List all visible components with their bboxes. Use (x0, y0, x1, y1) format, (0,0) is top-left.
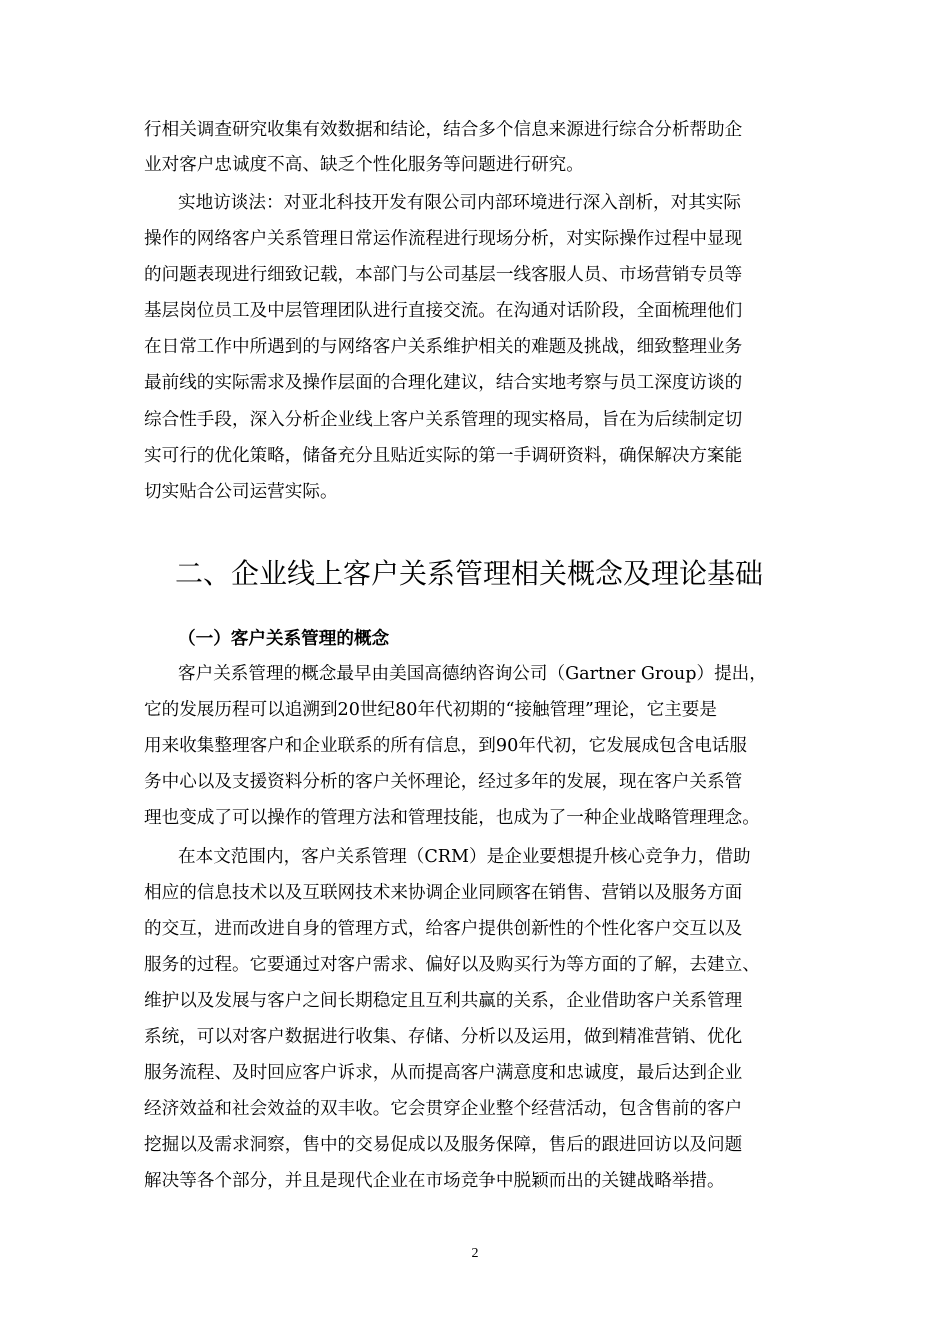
text-line: 基层岗位员工及中层管理团队进行直接交流。在沟通对话阶段，全面梳理他们 (144, 301, 743, 321)
text-line: 行相关调查研究收集有效数据和结论，结合多个信息来源进行综合分析帮助企 (144, 120, 743, 140)
text-line: 经济效益和社会效益的双丰收。它会贯穿企业整个经营活动，包含售前的客户 (144, 1099, 743, 1119)
text-line: 务中心以及支援资料分析的客户关怀理论，经过多年的发展，现在客户关系管 (144, 772, 743, 792)
text-line: 挖掘以及需求洞察，售中的交易促成以及服务保障，售后的跟进回访以及问题 (144, 1135, 743, 1155)
page-number: 2 (471, 1246, 479, 1261)
text-line: 客户关系管理的概念最早由美国高德纳咨询公司（Gartner Group）提出， (178, 664, 767, 684)
text-line: 实地访谈法：对亚北科技开发有限公司内部环境进行深入剖析，对其实际 (178, 193, 742, 213)
text-line: 综合性手段，深入分析企业线上客户关系管理的现实格局，旨在为后续制定切 (144, 410, 743, 430)
text-line: 服务的过程。它要通过对客户需求、偏好以及购买行为等方面的了解，去建立、 (144, 955, 760, 975)
text-line: 的问题表现进行细致记载，本部门与公司基层一线客服人员、市场营销专员等 (144, 265, 743, 285)
text-line: 切实贴合公司运营实际。 (144, 482, 338, 502)
text-line: 在日常工作中所遇到的与网络客户关系维护相关的难题及挑战，细致整理业务 (144, 337, 743, 357)
section-heading: 二、企业线上客户关系管理相关概念及理论基础 (175, 557, 764, 590)
text-line: 它的发展历程可以追溯到20世纪80年代初期的“接触管理”理论，它主要是 (144, 700, 717, 720)
text-line: 用来收集整理客户和企业联系的所有信息，到90年代初，它发展成包含电话服 (144, 736, 747, 756)
text-line: 服务流程、及时回应客户诉求，从而提高客户满意度和忠诚度，最后达到企业 (144, 1063, 743, 1083)
text-line: 业对客户忠诚度不高、缺乏个性化服务等问题进行研究。 (144, 155, 584, 175)
text-line: 解决等各个部分，并且是现代企业在市场竞争中脱颖而出的关键战略举措。 (144, 1171, 725, 1191)
text-line: 系统，可以对客户数据进行收集、存储、分析以及运用，做到精准营销、优化 (144, 1027, 743, 1047)
text-line: 相应的信息技术以及互联网技术来协调企业同顾客在销售、营销以及服务方面 (144, 883, 743, 903)
text-line: 维护以及发展与客户之间长期稳定且互利共赢的关系，企业借助客户关系管理 (144, 991, 743, 1011)
text-line: 的交互，进而改进自身的管理方式，给客户提供创新性的个性化客户交互以及 (144, 919, 743, 939)
text-line: 操作的网络客户关系管理日常运作流程进行现场分析，对实际操作过程中显现 (144, 229, 743, 249)
text-line: 理也变成了可以操作的管理方法和管理技能，也成为了一种企业战略管理理念。 (144, 808, 760, 828)
text-line: 最前线的实际需求及操作层面的合理化建议，结合实地考察与员工深度访谈的 (144, 373, 743, 393)
text-line: 在本文范围内，客户关系管理（CRM）是企业要想提升核心竞争力，借助 (178, 847, 751, 867)
text-line: 实可行的优化策略，储备充分且贴近实际的第一手调研资料，确保解决方案能 (144, 446, 743, 466)
subsection-heading: （一）客户关系管理的概念 (178, 629, 390, 649)
